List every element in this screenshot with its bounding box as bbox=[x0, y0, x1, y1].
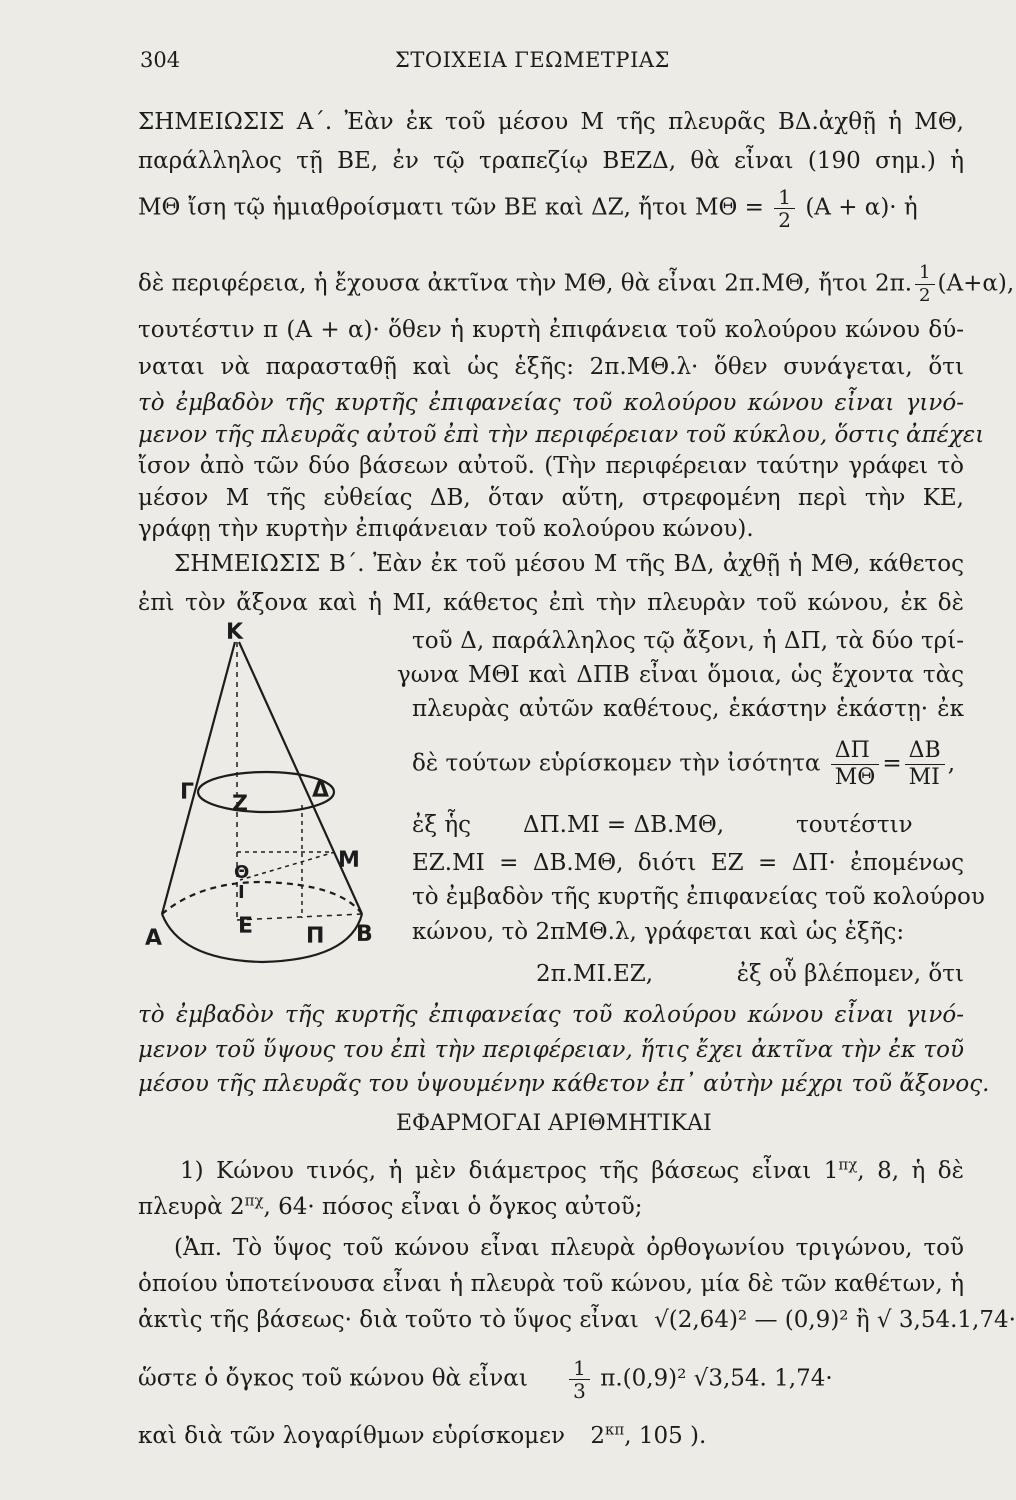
note-b-right-4 bbox=[412, 738, 964, 798]
isotita-text: δὲ τούτων εὑρίσκομεν τὴν ἰσότητα bbox=[412, 750, 821, 777]
note-a-line-2: παράλληλος τῇ ΒΕ, ἐν τῷ τραπεζίῳ ΒΕΖΔ, θὰ εἶναι (190 σημ.) ἡ bbox=[138, 148, 964, 174]
line-MI bbox=[240, 852, 335, 880]
q1-text-b: , 8, ἡ δὲ bbox=[857, 1158, 964, 1184]
base-radius bbox=[237, 914, 362, 920]
third-fraction bbox=[569, 1357, 590, 1402]
base-front-arc bbox=[162, 914, 362, 962]
note-a-line-1: ΣΗΜΕΙΩΣΙΣ Α΄. Ἐὰν ἐκ τοῦ μέσου Μ τῆς πλευρᾶς ΒΔ.ἀχθῇ ἡ ΜΘ, bbox=[138, 109, 964, 135]
q2-text-a: πλευρὰ 2 bbox=[138, 1194, 245, 1220]
cone-figure bbox=[140, 620, 400, 960]
cone-right-edge bbox=[239, 642, 362, 914]
note-b-line-2: ἐπὶ τὸν ἄξονα καὶ ἡ ΜΙ, κάθετος ἐπὶ τὴν πλευρὰν τοῦ κώνου, ἐκ δὲ bbox=[138, 590, 964, 616]
note-a-line-6: ναται νὰ παρασταθῇ καὶ ὡς ἑξῆς: 2π.ΜΘ.λ· ὅθεν συνάγεται, ὅτι bbox=[138, 354, 964, 380]
half-num: 1 bbox=[774, 186, 795, 209]
answer-4-text: ὥστε ὁ ὄγκος τοῦ κώνου θὰ εἶναι bbox=[138, 1365, 528, 1392]
applications-heading: ΕΦΑΡΜΟΓΑΙ ΑΡΙΘΜΗΤΙΚΑΙ bbox=[396, 1111, 712, 1136]
answer-5-value bbox=[590, 1420, 707, 1449]
ratio-right-den: ΜΙ bbox=[908, 765, 940, 790]
fig-label-G: Γ bbox=[180, 780, 195, 805]
answer-line-3 bbox=[138, 1305, 1016, 1335]
half2-den: 2 bbox=[919, 285, 931, 306]
note-b-line-1: ΣΗΜΕΙΩΣΙΣ Β΄. Ἐὰν ἐκ τοῦ μέσου Μ τῆς ΒΔ, ἀχθῇ ἡ ΜΘ, κάθετος bbox=[174, 551, 964, 577]
note-a-line-4-text: δὲ περιφέρεια, ἡ ἔχουσα ἀκτῖνα τὴν ΜΘ, θὰ εἶναι 2π.ΜΘ, ἤτοι 2π. bbox=[138, 270, 913, 297]
question-1-line-2 bbox=[138, 1192, 964, 1222]
page-number: 304 bbox=[140, 48, 181, 72]
ex-ou-text: ἐξ οὗ βλέπομεν, ὅτι bbox=[736, 961, 964, 987]
fig-label-D: Δ bbox=[312, 778, 330, 803]
q1-text-a: 1) Κώνου τινός, ἡ μὲν διάμετρος τῆς βάσεως εἶναι 1 bbox=[180, 1158, 839, 1184]
note-a-line-11: γράφῃ τὴν κυρτὴν ἐπιφάνειαν τοῦ κολούρου κώνου). bbox=[138, 516, 754, 542]
fig-label-E: Ε bbox=[238, 914, 254, 939]
touteestin: τουτέστιν bbox=[796, 812, 913, 838]
half2-num: 1 bbox=[915, 262, 934, 285]
note-b-final-2: μενον τοῦ ὕψους του ἐπὶ τὴν περιφέρειαν, ἥτις ἔχει ἀκτῖνα τὴν ἐκ τοῦ bbox=[138, 1037, 964, 1063]
answer-5-text: καὶ διὰ τῶν λογαρίθμων εὑρίσκομεν bbox=[138, 1423, 566, 1449]
note-a-line-9 bbox=[138, 451, 964, 481]
half-fraction-2 bbox=[915, 262, 934, 307]
ratio-right-num: ΔΒ bbox=[905, 738, 945, 765]
answer-line-2: ὁποίου ὑποτείνουσα εἶναι ἡ πλευρὰ τοῦ κώνου, μία δὲ τῶν καθέτων, ἡ bbox=[138, 1271, 964, 1297]
ratio-equals: = bbox=[882, 750, 902, 777]
half-den: 2 bbox=[778, 208, 791, 232]
ratio-right bbox=[905, 738, 945, 791]
q1-sup: πχ bbox=[838, 1155, 858, 1174]
note-b-right-1: τοῦ Δ, παράλληλος τῷ ἄξονι, ἡ ΔΠ, τὰ δύο τρί- bbox=[412, 628, 964, 654]
ratio-left-den: ΜΘ bbox=[834, 765, 876, 790]
answer-line-4 bbox=[138, 1357, 964, 1413]
ratio-comma: , bbox=[947, 750, 955, 777]
answer-5-sup: κπ bbox=[604, 1420, 625, 1439]
note-a-line-10: μέσον Μ τῆς εὐθείας ΔΒ, ὅταν αὕτη, στρεφομένη περὶ τὴν ΚΕ, bbox=[138, 485, 964, 511]
note-b-right-3: πλευρὰς αὐτῶν καθέτους, ἑκάστην ἑκάστῃ· ἐκ bbox=[412, 696, 964, 722]
note-a-line-7: τὸ ἐμβαδὸν τῆς κυρτῆς ἐπιφανείας τοῦ κολούρου κώνου εἶναι γινό- bbox=[138, 390, 964, 416]
cone-left-edge bbox=[162, 642, 235, 914]
product-equation: ΔΠ.ΜΙ = ΔΒ.ΜΘ, bbox=[523, 812, 725, 838]
fig-label-I: Ι bbox=[238, 882, 245, 903]
note-a-line-3 bbox=[138, 186, 964, 236]
q2-sup: πχ bbox=[244, 1191, 264, 1210]
answer-3-formula: √(2,64)² — (0,9)² ἢ √ 3,54.1,74· bbox=[654, 1307, 1016, 1333]
note-a-line-3-text: ΜΘ ἴση τῷ ἡμιαθροίσματι τῶν ΒΕ καὶ ΔΖ, ἤτοι ΜΘ = bbox=[138, 194, 764, 221]
note-b-right-7: τὸ ἐμβαδὸν τῆς κυρτῆς ἐπιφανείας τοῦ κολούρου bbox=[412, 884, 985, 910]
ratio-left-num: ΔΠ bbox=[831, 738, 880, 765]
note-b-right-2: γωνα ΜΘΙ καὶ ΔΠΒ εἶναι ὅμοια, ὡς ἔχοντα τὰς bbox=[397, 662, 964, 688]
base-back-arc bbox=[162, 882, 362, 914]
answer-line-1: (Ἀπ. Τὸ ὕψος τοῦ κώνου εἶναι πλευρὰ ὀρθογωνίου τριγώνου, τοῦ bbox=[174, 1235, 964, 1261]
half-fraction bbox=[774, 186, 795, 231]
note-a-line-8: μενον τῆς πλευρᾶς αὐτοῦ ἐπὶ τὴν περιφέρειαν τοῦ κύκλου, ὅστις ἀπέχει bbox=[138, 422, 985, 448]
formula-2pi-mi-ez: 2π.ΜΙ.ΕΖ, bbox=[536, 961, 654, 987]
third-num: 1 bbox=[569, 1357, 590, 1380]
note-b-right-8: κώνου, τὸ 2πΜΘ.λ, γράφεται καὶ ὡς ἑξῆς: bbox=[412, 919, 905, 945]
note-b-final-1: τὸ ἐμβαδὸν τῆς κυρτῆς ἐπιφανείας τοῦ κολούρου κώνου εἶναι γινό- bbox=[138, 1002, 964, 1028]
third-den: 3 bbox=[573, 1379, 586, 1403]
fig-label-B: Β bbox=[356, 922, 373, 947]
fig-label-K: Κ bbox=[226, 620, 244, 645]
answer-4-formula: π.(0,9)² √3,54. 1,74· bbox=[600, 1365, 833, 1392]
note-a-line-4-end: (Α+α), bbox=[937, 270, 1015, 297]
q2-text-b: , 64· πόσος εἶναι ὁ ὄγκος αὐτοῦ; bbox=[263, 1194, 643, 1220]
fig-label-Z: Ζ bbox=[232, 792, 248, 817]
answer-5-end: , 105 ). bbox=[624, 1423, 707, 1449]
fig-label-A: Α bbox=[145, 926, 163, 951]
ex-is: ἐξ ἧς bbox=[412, 812, 471, 838]
note-a-line-9-text: ἴσον ἀπὸ τῶν δύο βάσεων αὐτοῦ. (Τὴν περιφέρειαν ταύτην γράφει τὸ bbox=[138, 453, 964, 479]
answer-5-num: 2 bbox=[590, 1423, 605, 1449]
fig-label-M: Μ bbox=[338, 848, 360, 873]
fig-label-P: Π bbox=[306, 924, 325, 949]
running-title: ΣΤΟΙΧΕΙΑ ΓΕΩΜΕΤΡΙΑΣ bbox=[395, 48, 670, 72]
note-b-final-3: μέσου τῆς πλευρᾶς του ὑψουμένην κάθετον ἐπ᾽ αὐτὴν μέχρι τοῦ ἄξονος. bbox=[138, 1071, 990, 1097]
note-a-line-4 bbox=[138, 262, 1015, 307]
ratio-left bbox=[831, 738, 880, 791]
note-a-line-5: τουτέστιν π (Α + α)· ὅθεν ἡ κυρτὴ ἐπιφάνεια τοῦ κολούρου κώνου δύ- bbox=[138, 317, 964, 343]
fig-label-Th: Θ bbox=[234, 862, 250, 883]
answer-3-text: ἀκτὶς τῆς βάσεως· διὰ τοῦτο τὸ ὕψος εἶναι bbox=[138, 1307, 639, 1333]
note-b-right-6: ΕΖ.ΜΙ = ΔΒ.ΜΘ, διότι ΕΖ = ΔΠ· ἐπομένως bbox=[412, 850, 964, 876]
note-a-line-3-end: (Α + α)· ἡ bbox=[805, 194, 918, 221]
question-1-line-1 bbox=[180, 1156, 964, 1186]
answer-line-5 bbox=[138, 1421, 964, 1451]
